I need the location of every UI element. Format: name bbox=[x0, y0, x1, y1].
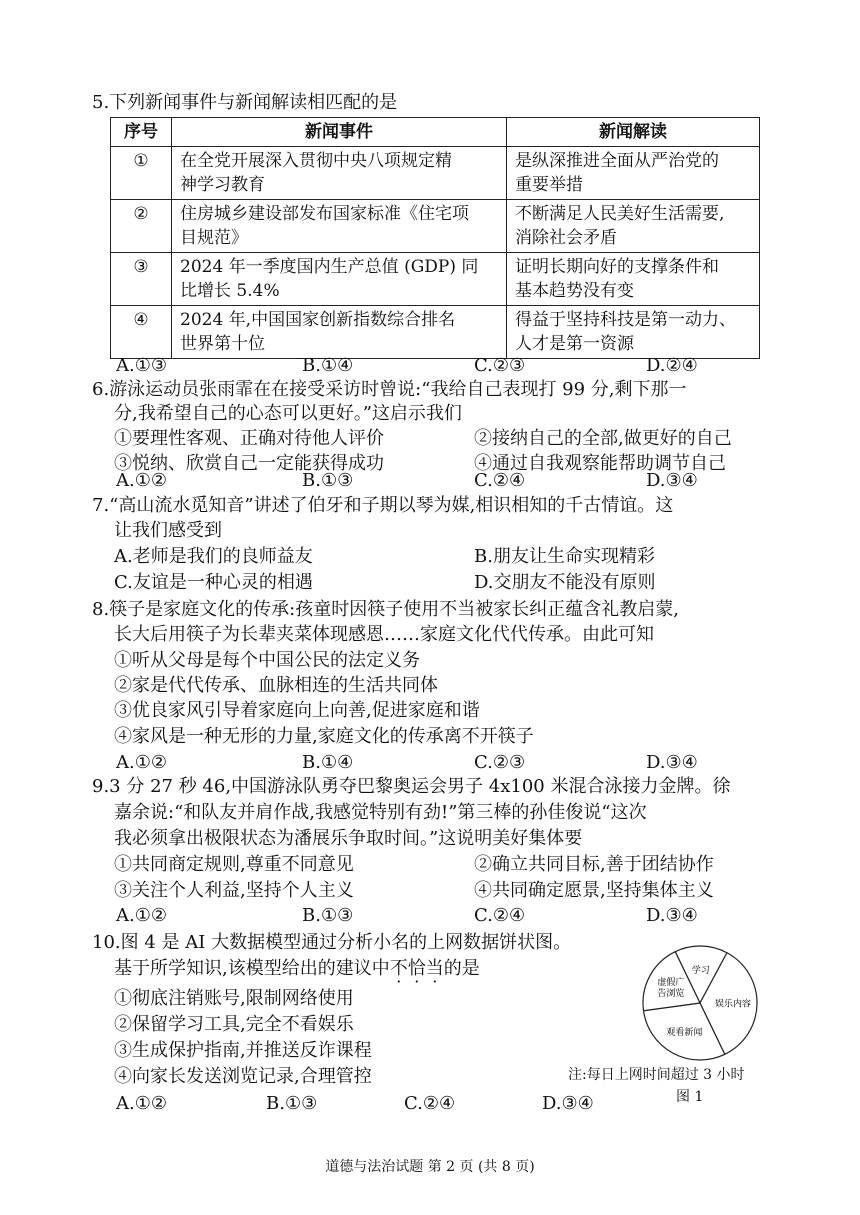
chart-caption: 图 1 bbox=[676, 1089, 704, 1105]
q9-stem-line1: 9.3 分 27 秒 46,中国游泳队勇夺巴黎奥运会男子 4x100 米混合泳接力金牌。徐 bbox=[92, 776, 731, 797]
q8-option-c: C.②③ bbox=[474, 752, 526, 773]
q7-option-c: C.友谊是一种心灵的相遇 bbox=[114, 572, 313, 593]
q10-option-b: B.①③ bbox=[266, 1093, 318, 1114]
q8-item-3: ③优良家风引导着家庭向上向善,促进家庭和谐 bbox=[114, 700, 480, 721]
row-reading: 是纵深推进全面从严治党的 重要举措 bbox=[507, 147, 760, 200]
pie-label: 告浏览 bbox=[657, 988, 685, 999]
pie-label: 学习 bbox=[691, 965, 710, 976]
header-number: 序号 bbox=[111, 118, 172, 147]
row-event: 2024 年一季度国内生产总值 (GDP) 同 比增长 5.4% bbox=[172, 253, 507, 306]
q6-item-2: ②接纳自己的全部,做更好的自己 bbox=[474, 428, 732, 449]
q6-stem-line1: 6.游泳运动员张雨霏在在接受采访时曾说:“我给自己表现打 99 分,剩下那一 bbox=[92, 379, 687, 400]
q10-item-2: ②保留学习工具,完全不看娱乐 bbox=[114, 1014, 354, 1035]
q10-item-3: ③生成保护指南,并推送反诈课程 bbox=[114, 1040, 372, 1061]
q8-stem-line2: 长大后用筷子为长辈夹菜体现感恩……家庭文化代代传承。由此可知 bbox=[114, 624, 654, 645]
q6-option-b: B.①③ bbox=[302, 470, 354, 491]
q10-option-a: A.①② bbox=[116, 1093, 167, 1114]
q10-item-4: ④向家长发送浏览记录,合理管控 bbox=[114, 1066, 372, 1087]
pie-label: 虚假广 bbox=[657, 977, 685, 988]
q9-option-a: A.①② bbox=[116, 905, 167, 926]
q6-item-1: ①要理性客观、正确对待他人评价 bbox=[114, 428, 384, 449]
q9-item-4: ④共同确定愿景,坚持集体主义 bbox=[474, 880, 714, 901]
q9-stem-line3: 我必须拿出极限状态为潘展乐争取时间。”这说明美好集体要 bbox=[114, 828, 583, 849]
q7-option-b: B.朋友让生命实现精彩 bbox=[474, 546, 655, 567]
table-row bbox=[111, 306, 760, 359]
q6-item-4: ④通过自我观察能帮助调节自己 bbox=[474, 453, 726, 474]
page-footer: 道德与法治试题 第 2 页 (共 8 页) bbox=[325, 1159, 535, 1175]
q5-stem: 5.下列新闻事件与新闻解读相匹配的是 bbox=[92, 92, 398, 113]
q7-option-d: D.交朋友不能没有原则 bbox=[474, 572, 656, 593]
emphasis-char: 不 bbox=[389, 958, 408, 979]
news-table bbox=[110, 117, 760, 359]
q8-option-a: A.①② bbox=[116, 752, 167, 773]
q9-item-1: ①共同商定规则,尊重不同意见 bbox=[114, 854, 354, 875]
q7-stem-line2: 让我们感受到 bbox=[114, 520, 222, 541]
pie-chart bbox=[600, 944, 800, 1062]
row-reading: 得益于坚持科技是第一动力、 人才是第一资源 bbox=[507, 306, 760, 359]
pie-label: 娱乐内容 bbox=[715, 999, 752, 1010]
q5-option-d: D.②④ bbox=[646, 355, 698, 376]
table-row bbox=[111, 253, 760, 306]
q8-item-2: ②家是代代传承、血脉相连的生活共同体 bbox=[114, 675, 438, 696]
q6-option-a: A.①② bbox=[116, 470, 167, 491]
row-number: ② bbox=[111, 200, 172, 253]
emphasis-char: 恰 bbox=[407, 958, 426, 979]
q6-option-d: D.③④ bbox=[646, 470, 698, 491]
q10-option-d: D.③④ bbox=[542, 1093, 594, 1114]
q6-option-c: C.②④ bbox=[474, 470, 526, 491]
q7-option-a: A.老师是我们的良师益友 bbox=[114, 546, 313, 567]
header-event: 新闻事件 bbox=[172, 118, 507, 147]
q9-option-b: B.①③ bbox=[302, 905, 354, 926]
row-number: ④ bbox=[111, 306, 172, 359]
row-event: 住房城乡建设部发布国家标准《住宅项 目规范》 bbox=[172, 200, 507, 253]
row-event: 2024 年,中国国家创新指数综合排名 世界第十位 bbox=[172, 306, 507, 359]
q10-stem-line1: 10.图 4 是 AI 大数据模型通过分析小名的上网数据饼状图。 bbox=[92, 932, 572, 953]
q8-item-1: ①听从父母是每个中国公民的法定义务 bbox=[114, 650, 420, 671]
q9-item-2: ②确立共同目标,善于团结协作 bbox=[474, 854, 714, 875]
table-row bbox=[111, 200, 760, 253]
q6-item-3: ③悦纳、欣赏自己一定能获得成功 bbox=[114, 453, 384, 474]
table-row bbox=[111, 147, 760, 200]
q8-item-4: ④家风是一种无形的力量,家庭文化的传承离不开筷子 bbox=[114, 726, 534, 747]
q8-stem-line1: 8.筷子是家庭文化的传承:孩童时因筷子使用不当被家长纠正蕴含礼教启蒙, bbox=[92, 599, 679, 620]
row-number: ③ bbox=[111, 253, 172, 306]
q7-stem-line1: 7.“高山流水觅知音”讲述了伯牙和子期以琴为媒,相识相知的千古情谊。这 bbox=[92, 495, 674, 516]
emphasis-char: 当 bbox=[425, 958, 444, 979]
row-reading: 证明长期向好的支撑条件和 基本趋势没有变 bbox=[507, 253, 760, 306]
q10-option-c: C.②④ bbox=[404, 1093, 456, 1114]
q9-option-d: D.③④ bbox=[646, 905, 698, 926]
row-event: 在全党开展深入贯彻中央八项规定精 神学习教育 bbox=[172, 147, 507, 200]
q9-item-3: ③关注个人利益,坚持个人主义 bbox=[114, 880, 354, 901]
header-reading: 新闻解读 bbox=[507, 118, 760, 147]
q10-item-1: ①彻底注销账号,限制网络使用 bbox=[114, 988, 354, 1009]
q10-stem-line2: 基于所学知识,该模型给出的建议中不恰当的是 bbox=[114, 958, 480, 979]
q8-option-b: B.①④ bbox=[302, 752, 354, 773]
q5-option-b: B.①④ bbox=[302, 355, 354, 376]
q5-option-a: A.①③ bbox=[116, 355, 167, 376]
q9-option-c: C.②④ bbox=[474, 905, 526, 926]
q6-stem-line2: 分,我希望自己的心态可以更好。”这启示我们 bbox=[114, 403, 462, 424]
q5-option-c: C.②③ bbox=[474, 355, 526, 376]
row-number: ① bbox=[111, 147, 172, 200]
q9-stem-line2: 嘉余说:“和队友并肩作战,我感觉特别有劲!”第三棒的孙佳俊说“这次 bbox=[114, 802, 647, 823]
pie-label: 观看新闻 bbox=[666, 1028, 703, 1039]
row-reading: 不断满足人民美好生活需要, 消除社会矛盾 bbox=[507, 200, 760, 253]
chart-note: 注:每日上网时间超过 3 小时 bbox=[568, 1067, 745, 1083]
q8-option-d: D.③④ bbox=[646, 752, 698, 773]
